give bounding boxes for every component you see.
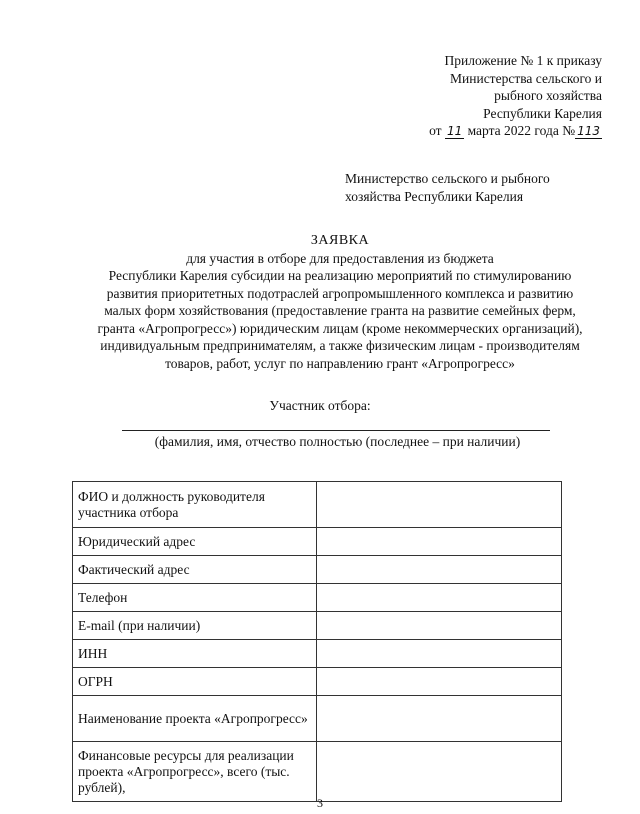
row-label: Наименование проекта «Агропрогресс» (73, 696, 317, 742)
row-value-cell[interactable] (317, 556, 562, 584)
table-row (73, 482, 562, 528)
application-title-block (60, 232, 620, 372)
title-line: товаров, работ, услуг по направлению грант «Агропрогресс» (165, 355, 515, 371)
row-label: Телефон (73, 584, 317, 612)
row-value-cell[interactable] (317, 696, 562, 742)
participant-name-caption: (фамилия, имя, отчество полностью (последнее – при наличии) (154, 434, 521, 449)
page-number: 3 (317, 796, 323, 810)
row-value-cell[interactable] (317, 482, 562, 528)
appendix-header (429, 52, 602, 140)
date-prefix: от (429, 123, 442, 138)
title-line: Республики Карелия субсидии на реализацию мероприятий по стимулированию (108, 268, 572, 283)
title-line: гранта «Агропрогресс») юридическим лицам (кроме некоммерческих организаций), (97, 320, 583, 336)
table-row (73, 640, 562, 668)
title-line: индивидуальным предпринимателям, а также физическим лицам - производителям (100, 338, 580, 353)
title-line: для участия в отборе для предоставления из бюджета (186, 250, 494, 266)
handwritten-day: 11 (446, 124, 463, 138)
appendix-line: рыбного хозяйства (494, 88, 602, 103)
row-label: ФИО и должность руководителя участника отбора (73, 482, 317, 528)
row-value-cell[interactable] (317, 528, 562, 556)
addressee-line: хозяйства Республики Карелия (345, 188, 524, 204)
document-title: ЗАЯВКА (310, 233, 370, 248)
row-value-cell[interactable] (317, 612, 562, 640)
addressee-line: Министерство сельского и рыбного (345, 171, 550, 186)
row-value-cell[interactable] (317, 640, 562, 668)
row-label: Юридический адрес (73, 528, 317, 556)
appendix-line: Республики Карелия (483, 105, 602, 121)
applicant-info-table (72, 481, 562, 802)
handwritten-order-number: 113 (577, 124, 600, 138)
table-row (73, 556, 562, 584)
table-row (73, 696, 562, 742)
row-label: ОГРН (73, 668, 317, 696)
participant-label: Участник отбора: (269, 398, 371, 413)
appendix-line: Приложение № 1 к приказу (444, 53, 602, 68)
row-value-cell[interactable] (317, 742, 562, 802)
title-line: развития приоритетных подотраслей агропромышленного комплекса и развитию (106, 285, 574, 301)
table-row (73, 742, 562, 802)
table-row (73, 612, 562, 640)
table-row (73, 584, 562, 612)
row-label: E-mail (при наличии) (73, 612, 317, 640)
row-label: ИНН (73, 640, 317, 668)
row-label: Фактический адрес (73, 556, 317, 584)
participant-name-line (122, 430, 550, 431)
row-value-cell[interactable] (317, 668, 562, 696)
row-label: Финансовые ресурсы для реализации проекта «Агропрогресс», всего (тыс. рублей), (73, 742, 317, 802)
date-rest: марта 2022 года № (467, 123, 576, 138)
row-value-cell[interactable] (317, 584, 562, 612)
appendix-date-line (429, 122, 602, 140)
table-row (73, 528, 562, 556)
addressee (345, 170, 550, 205)
title-line: малых форм хозяйствования (предоставление гранта на развитие семейных ферм, (104, 303, 576, 318)
table-row (73, 668, 562, 696)
appendix-line: Министерства сельского и (450, 70, 602, 86)
